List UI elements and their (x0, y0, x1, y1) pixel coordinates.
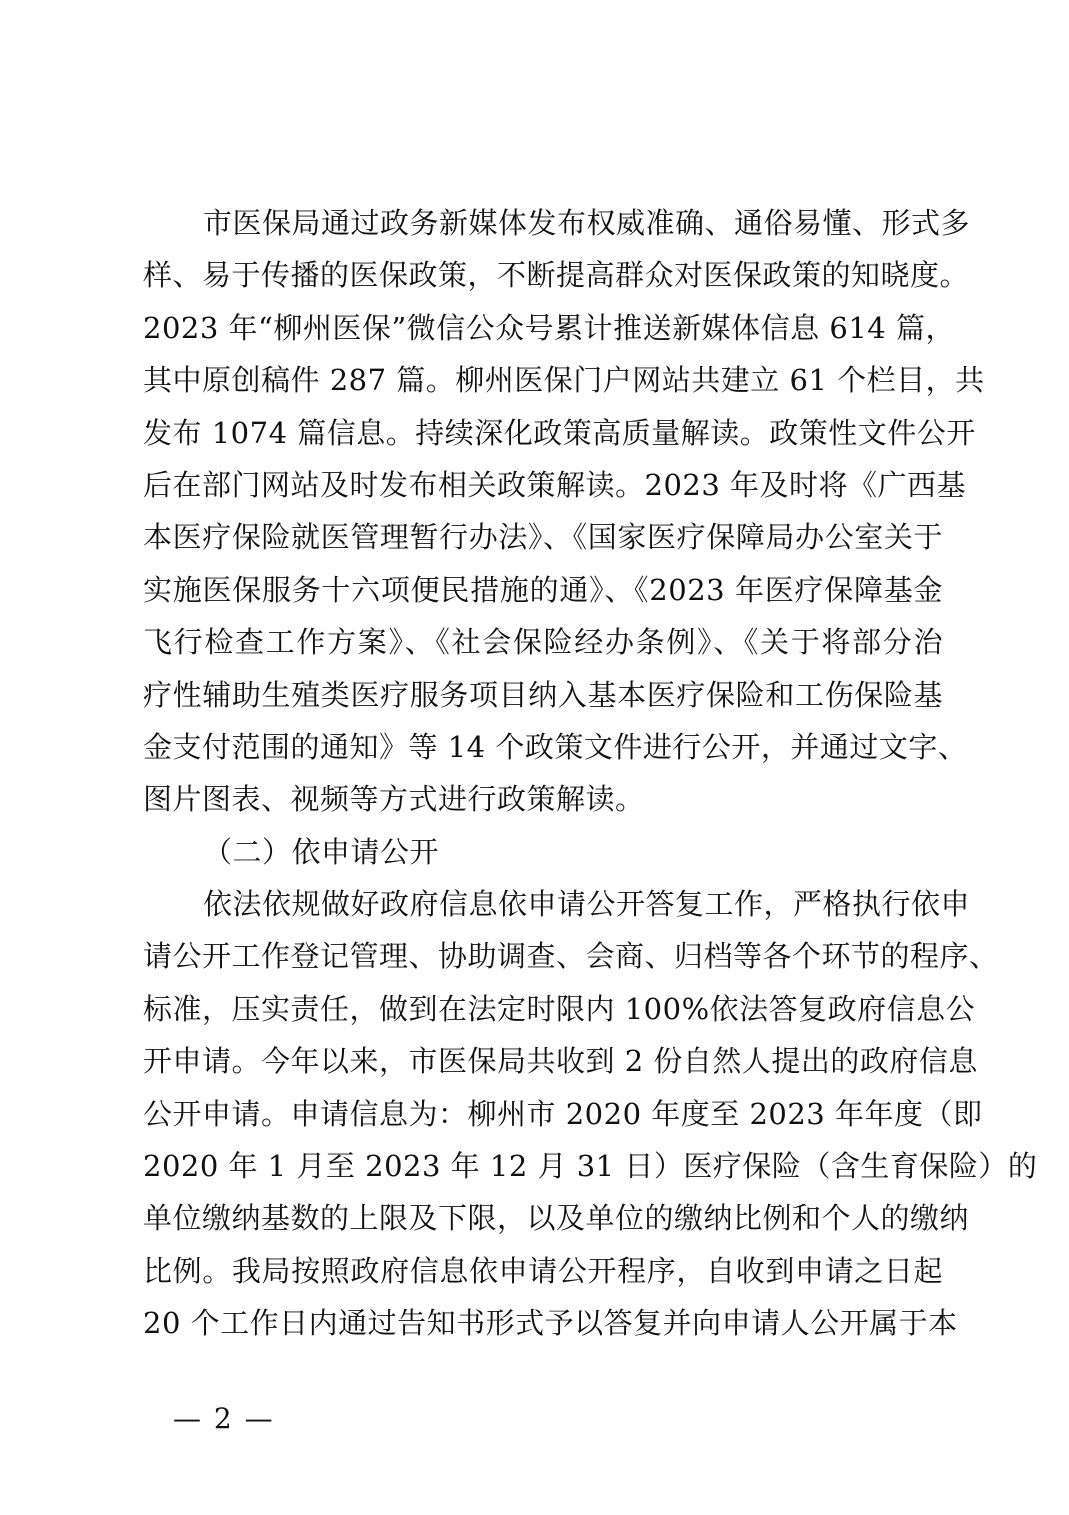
paragraph-line: 单位缴纳基数的上限及下限，以及单位的缴纳比例和个人的缴纳 (143, 1201, 970, 1236)
paragraph-line: 比例。我局按照政府信息依申请公开程序，自收到申请之日起 (143, 1253, 943, 1288)
paragraph-line: 开申请。今年以来，市医保局共收到 2 份自然人提出的政府信息 (143, 1044, 978, 1079)
paragraph-line: 公开申请。申请信息为：柳州市 2020 年度至 2023 年年度（即 (143, 1096, 983, 1131)
page-number: — 2 — (173, 1402, 275, 1435)
paragraph-line: 疗性辅助生殖类医疗服务项目纳入基本医疗保险和工伤保险基 (143, 677, 943, 712)
paragraph-line: 标准，压实责任，做到在法定时限内 100%依法答复政府信息公 (143, 991, 976, 1026)
paragraph-line: 图片图表、视频等方式进行政策解读。 (143, 782, 645, 817)
document-body (143, 197, 1038, 1350)
paragraph-line: 发布 1074 篇信息。持续深化政策高质量解读。政策性文件公开 (143, 415, 976, 450)
paragraph-line: 后在部门网站及时发布相关政策解读。2023 年及时将《广西基 (143, 467, 967, 502)
paragraph-line: 实施医保服务十六项便民措施的通》、《2023 年医疗保障基金 (143, 572, 943, 607)
paragraph-line: 飞行检查工作方案》、《社会保险经办条例》、《关于将部分治 (143, 625, 943, 660)
paragraph-line: 20 个工作日内通过告知书形式予以答复并向申请人公开属于本 (143, 1306, 958, 1341)
section-heading: （二）依申请公开 (203, 834, 440, 869)
paragraph-line: 其中原创稿件 287 篇。柳州医保门户网站共建立 61 个栏目，共 (143, 363, 985, 398)
paragraph-line: 2023 年“柳州医保”微信公众号累计推送新媒体信息 614 篇， (143, 310, 955, 345)
paragraph-line: 市医保局通过政务新媒体发布权威准确、通俗易懂、形式多 (203, 206, 971, 240)
paragraph-line: 样、易于传播的医保政策，不断提高群众对医保政策的知晓度。 (143, 258, 970, 293)
paragraph-line: 依法依规做好政府信息依申请公开答复工作，严格执行依申 (203, 887, 971, 922)
paragraph-line: 请公开工作登记管理、协助调查、会商、归档等各个环节的程序、 (143, 939, 999, 974)
paragraph-line: 金支付范围的通知》等 14 个政策文件进行公开，并通过文字、 (143, 729, 968, 764)
paragraph-line: 本医疗保险就医管理暂行办法》、《国家医疗保障局办公室关于 (143, 520, 943, 555)
paragraph-line: 2020 年 1 月至 2023 年 12 月 31 日）医疗保险（含生育保险）的 (143, 1149, 1038, 1184)
